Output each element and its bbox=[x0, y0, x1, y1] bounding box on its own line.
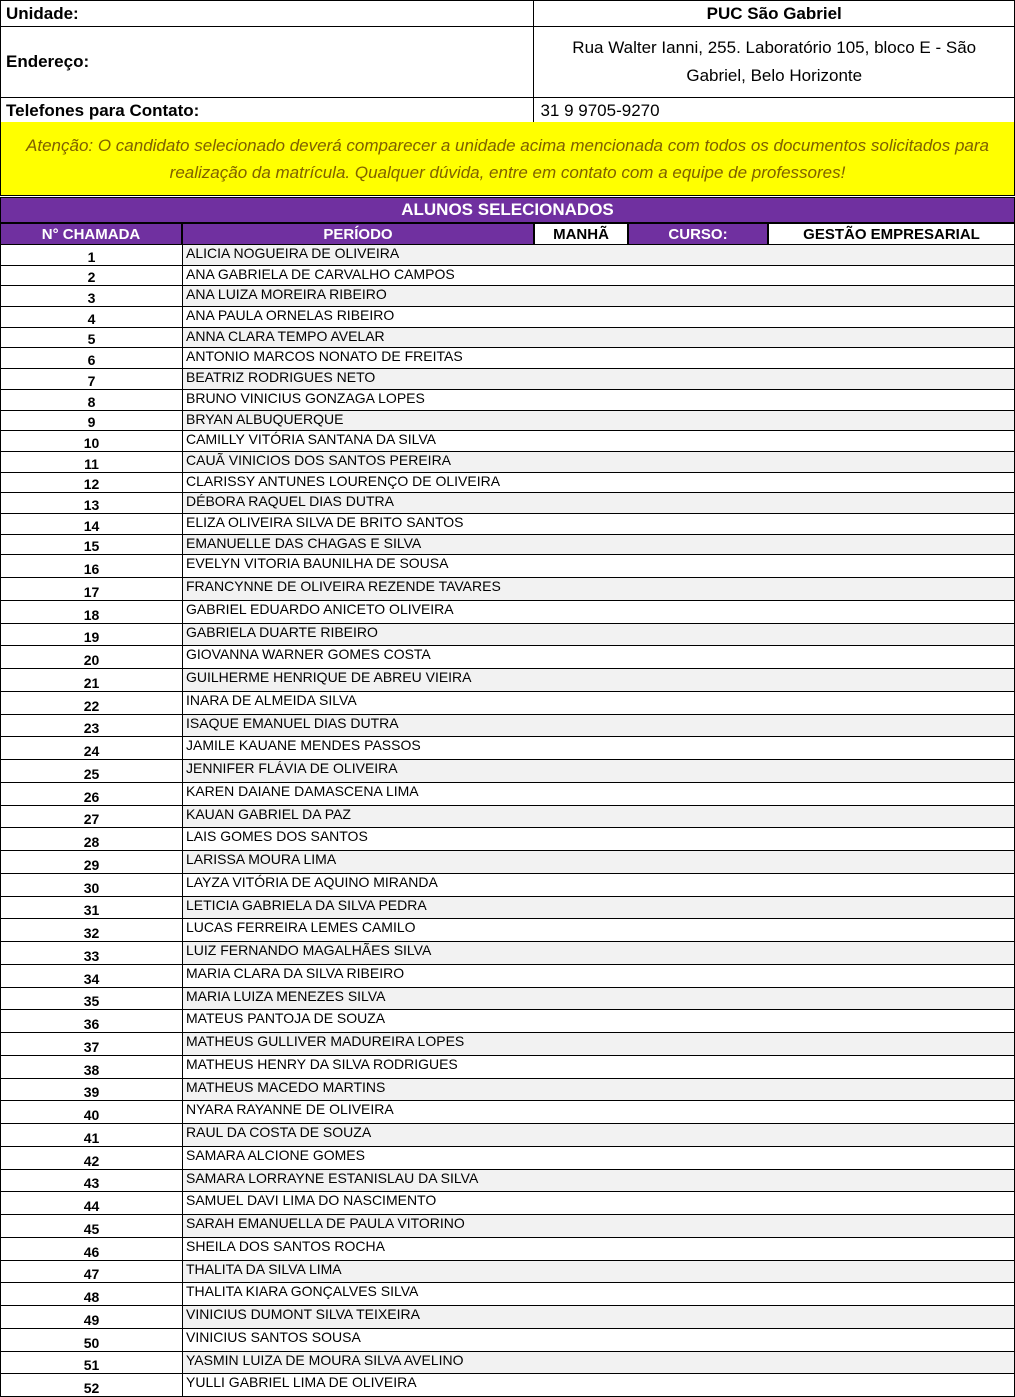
row-number: 2 bbox=[1, 266, 183, 286]
table-row bbox=[0, 1215, 1015, 1238]
table-row bbox=[0, 851, 1015, 874]
row-number: 7 bbox=[1, 369, 183, 389]
student-name: MARIA LUIZA MENEZES SILVA bbox=[183, 988, 1014, 1010]
student-name: MATHEUS MACEDO MARTINS bbox=[183, 1079, 1014, 1101]
table-row bbox=[0, 988, 1015, 1011]
table-row bbox=[0, 348, 1015, 369]
student-name: YULLI GABRIEL LIMA DE OLIVEIRA bbox=[183, 1374, 1014, 1396]
row-number: 5 bbox=[1, 328, 183, 348]
row-number: 10 bbox=[1, 431, 183, 451]
row-number: 19 bbox=[1, 624, 183, 646]
student-name: CLARISSY ANTUNES LOURENÇO DE OLIVEIRA bbox=[183, 473, 1014, 493]
table-row bbox=[0, 390, 1015, 411]
header-curso: CURSO: bbox=[628, 223, 768, 245]
unit-info-table bbox=[0, 0, 1015, 124]
student-name: ANTONIO MARCOS NONATO DE FREITAS bbox=[183, 348, 1014, 368]
row-number: 23 bbox=[1, 715, 183, 737]
row-number: 48 bbox=[1, 1283, 183, 1305]
table-row bbox=[0, 692, 1015, 715]
student-name: ANNA CLARA TEMPO AVELAR bbox=[183, 328, 1014, 348]
header-periodo: PERÍODO bbox=[182, 223, 534, 245]
unidade-value: PUC São Gabriel bbox=[534, 1, 1015, 27]
row-number: 46 bbox=[1, 1238, 183, 1260]
student-name: LARISSA MOURA LIMA bbox=[183, 851, 1014, 873]
table-row bbox=[0, 897, 1015, 920]
header-curso-value: GESTÃO EMPRESARIAL bbox=[768, 223, 1015, 245]
table-row bbox=[0, 1283, 1015, 1306]
student-name: ALICIA NOGUEIRA DE OLIVEIRA bbox=[183, 245, 1014, 265]
row-number: 27 bbox=[1, 806, 183, 828]
row-number: 13 bbox=[1, 493, 183, 513]
unidade-label: Unidade: bbox=[1, 1, 534, 27]
table-row bbox=[0, 1261, 1015, 1284]
table-row bbox=[0, 1352, 1015, 1375]
row-number: 31 bbox=[1, 897, 183, 919]
row-number: 1 bbox=[1, 245, 183, 265]
student-name: GABRIEL EDUARDO ANICETO OLIVEIRA bbox=[183, 601, 1014, 623]
header-periodo-value: MANHÃ bbox=[534, 223, 628, 245]
table-row bbox=[0, 1374, 1015, 1397]
student-name: THALITA KIARA GONÇALVES SILVA bbox=[183, 1283, 1014, 1305]
table-row bbox=[0, 1329, 1015, 1352]
selected-students-banner: ALUNOS SELECIONADOS bbox=[0, 197, 1015, 223]
row-number: 38 bbox=[1, 1056, 183, 1078]
table-row bbox=[0, 1033, 1015, 1056]
table-row bbox=[0, 473, 1015, 494]
row-number: 6 bbox=[1, 348, 183, 368]
table-row bbox=[0, 737, 1015, 760]
table-row bbox=[0, 245, 1015, 266]
table-row bbox=[0, 760, 1015, 783]
student-name: SAMARA LORRAYNE ESTANISLAU DA SILVA bbox=[183, 1170, 1014, 1192]
telefones-value: 31 9 9705-9270 bbox=[534, 98, 1015, 124]
table-row bbox=[0, 286, 1015, 307]
row-number: 14 bbox=[1, 514, 183, 534]
table-row bbox=[0, 266, 1015, 287]
table-row bbox=[0, 601, 1015, 624]
row-number: 26 bbox=[1, 783, 183, 805]
student-name: LETICIA GABRIELA DA SILVA PEDRA bbox=[183, 897, 1014, 919]
row-number: 20 bbox=[1, 646, 183, 668]
student-name: MATHEUS GULLIVER MADUREIRA LOPES bbox=[183, 1033, 1014, 1055]
table-row bbox=[0, 578, 1015, 601]
table-row bbox=[0, 452, 1015, 473]
row-number: 28 bbox=[1, 828, 183, 850]
table-row bbox=[0, 1170, 1015, 1193]
student-name: FRANCYNNE DE OLIVEIRA REZENDE TAVARES bbox=[183, 578, 1014, 600]
student-name: CAMILLY VITÓRIA SANTANA DA SILVA bbox=[183, 431, 1014, 451]
table-row bbox=[0, 1079, 1015, 1102]
row-number: 35 bbox=[1, 988, 183, 1010]
student-name: GABRIELA DUARTE RIBEIRO bbox=[183, 624, 1014, 646]
table-row bbox=[0, 514, 1015, 535]
student-name: VINICIUS SANTOS SOUSA bbox=[183, 1329, 1014, 1351]
row-number: 51 bbox=[1, 1352, 183, 1374]
row-number: 39 bbox=[1, 1079, 183, 1101]
row-number: 11 bbox=[1, 452, 183, 472]
table-row bbox=[0, 1192, 1015, 1215]
table-row bbox=[0, 555, 1015, 578]
table-row bbox=[0, 942, 1015, 965]
row-number: 3 bbox=[1, 286, 183, 306]
student-name: ANA PAULA ORNELAS RIBEIRO bbox=[183, 307, 1014, 327]
row-number: 21 bbox=[1, 669, 183, 691]
row-number: 8 bbox=[1, 390, 183, 410]
table-row bbox=[0, 328, 1015, 349]
student-name: CAUÃ VINICIOS DOS SANTOS PEREIRA bbox=[183, 452, 1014, 472]
endereco-value: Rua Walter Ianni, 255. Laboratório 105, bloco E - São Gabriel, Belo Horizonte bbox=[534, 27, 1015, 98]
student-name: EVELYN VITORIA BAUNILHA DE SOUSA bbox=[183, 555, 1014, 577]
row-number: 36 bbox=[1, 1010, 183, 1032]
student-name: BRYAN ALBUQUERQUE bbox=[183, 411, 1014, 431]
row-number: 44 bbox=[1, 1192, 183, 1214]
student-name: VINICIUS DUMONT SILVA TEIXEIRA bbox=[183, 1306, 1014, 1328]
row-number: 17 bbox=[1, 578, 183, 600]
table-row bbox=[0, 493, 1015, 514]
row-number: 37 bbox=[1, 1033, 183, 1055]
student-name: GIOVANNA WARNER GOMES COSTA bbox=[183, 646, 1014, 668]
table-row bbox=[0, 369, 1015, 390]
table-row bbox=[0, 431, 1015, 452]
student-name: MARIA CLARA DA SILVA RIBEIRO bbox=[183, 965, 1014, 987]
row-number: 50 bbox=[1, 1329, 183, 1351]
student-name: GUILHERME HENRIQUE DE ABREU VIEIRA bbox=[183, 669, 1014, 691]
student-name: INARA DE ALMEIDA SILVA bbox=[183, 692, 1014, 714]
row-number: 4 bbox=[1, 307, 183, 327]
row-number: 9 bbox=[1, 411, 183, 431]
row-number: 40 bbox=[1, 1101, 183, 1123]
student-name: EMANUELLE DAS CHAGAS E SILVA bbox=[183, 535, 1014, 555]
row-number: 15 bbox=[1, 535, 183, 555]
table-row bbox=[0, 1010, 1015, 1033]
table-row bbox=[0, 1306, 1015, 1329]
table-row bbox=[0, 535, 1015, 556]
table-row bbox=[0, 715, 1015, 738]
row-number: 33 bbox=[1, 942, 183, 964]
student-name: RAUL DA COSTA DE SOUZA bbox=[183, 1124, 1014, 1146]
table-row bbox=[0, 307, 1015, 328]
student-name: NYARA RAYANNE DE OLIVEIRA bbox=[183, 1101, 1014, 1123]
students-list bbox=[0, 245, 1015, 1397]
student-name: JENNIFER FLÁVIA DE OLIVEIRA bbox=[183, 760, 1014, 782]
table-row bbox=[0, 1124, 1015, 1147]
student-name: LUCAS FERREIRA LEMES CAMILO bbox=[183, 919, 1014, 941]
student-name: SHEILA DOS SANTOS ROCHA bbox=[183, 1238, 1014, 1260]
student-name: LAYZA VITÓRIA DE AQUINO MIRANDA bbox=[183, 874, 1014, 896]
student-name: YASMIN LUIZA DE MOURA SILVA AVELINO bbox=[183, 1352, 1014, 1374]
table-row bbox=[0, 1147, 1015, 1170]
table-row bbox=[0, 1101, 1015, 1124]
student-name: ISAQUE EMANUEL DIAS DUTRA bbox=[183, 715, 1014, 737]
table-row bbox=[0, 1056, 1015, 1079]
row-number: 47 bbox=[1, 1261, 183, 1283]
student-name: ANA GABRIELA DE CARVALHO CAMPOS bbox=[183, 266, 1014, 286]
student-name: BRUNO VINICIUS GONZAGA LOPES bbox=[183, 390, 1014, 410]
table-row bbox=[0, 919, 1015, 942]
table-row bbox=[0, 783, 1015, 806]
student-name: ANA LUIZA MOREIRA RIBEIRO bbox=[183, 286, 1014, 306]
row-number: 24 bbox=[1, 737, 183, 759]
student-name: SARAH EMANUELLA DE PAULA VITORINO bbox=[183, 1215, 1014, 1237]
row-number: 30 bbox=[1, 874, 183, 896]
table-row bbox=[0, 669, 1015, 692]
row-number: 25 bbox=[1, 760, 183, 782]
row-number: 42 bbox=[1, 1147, 183, 1169]
student-name: MATEUS PANTOJA DE SOUZA bbox=[183, 1010, 1014, 1032]
row-number: 49 bbox=[1, 1306, 183, 1328]
student-name: ELIZA OLIVEIRA SILVA DE BRITO SANTOS bbox=[183, 514, 1014, 534]
table-row bbox=[0, 806, 1015, 829]
table-row bbox=[0, 646, 1015, 669]
row-number: 32 bbox=[1, 919, 183, 941]
table-row bbox=[0, 624, 1015, 647]
row-number: 16 bbox=[1, 555, 183, 577]
attention-notice: Atenção: O candidato selecionado deverá comparecer a unidade acima mencionada com todos os documentos solicitados para realização da matrícula. Qualquer dúvida, entre em contato com a equipe de professores! bbox=[0, 122, 1015, 196]
student-name: KAREN DAIANE DAMASCENA LIMA bbox=[183, 783, 1014, 805]
row-number: 29 bbox=[1, 851, 183, 873]
table-header bbox=[0, 223, 1015, 245]
row-number: 22 bbox=[1, 692, 183, 714]
student-name: THALITA DA SILVA LIMA bbox=[183, 1261, 1014, 1283]
table-row bbox=[0, 874, 1015, 897]
row-number: 18 bbox=[1, 601, 183, 623]
row-number: 41 bbox=[1, 1124, 183, 1146]
row-number: 12 bbox=[1, 473, 183, 493]
student-name: SAMUEL DAVI LIMA DO NASCIMENTO bbox=[183, 1192, 1014, 1214]
student-name: JAMILE KAUANE MENDES PASSOS bbox=[183, 737, 1014, 759]
table-row bbox=[0, 965, 1015, 988]
student-name: LUIZ FERNANDO MAGALHÃES SILVA bbox=[183, 942, 1014, 964]
row-number: 45 bbox=[1, 1215, 183, 1237]
table-row bbox=[0, 411, 1015, 432]
student-name: MATHEUS HENRY DA SILVA RODRIGUES bbox=[183, 1056, 1014, 1078]
table-row bbox=[0, 828, 1015, 851]
student-name: BEATRIZ RODRIGUES NETO bbox=[183, 369, 1014, 389]
row-number: 34 bbox=[1, 965, 183, 987]
student-name: KAUAN GABRIEL DA PAZ bbox=[183, 806, 1014, 828]
student-name: SAMARA ALCIONE GOMES bbox=[183, 1147, 1014, 1169]
row-number: 43 bbox=[1, 1170, 183, 1192]
endereco-label: Endereço: bbox=[1, 27, 534, 98]
student-name: LAIS GOMES DOS SANTOS bbox=[183, 828, 1014, 850]
header-numero: N° CHAMADA bbox=[0, 223, 182, 245]
telefones-label: Telefones para Contato: bbox=[1, 98, 534, 124]
table-row bbox=[0, 1238, 1015, 1261]
student-name: DÉBORA RAQUEL DIAS DUTRA bbox=[183, 493, 1014, 513]
row-number: 52 bbox=[1, 1374, 183, 1396]
